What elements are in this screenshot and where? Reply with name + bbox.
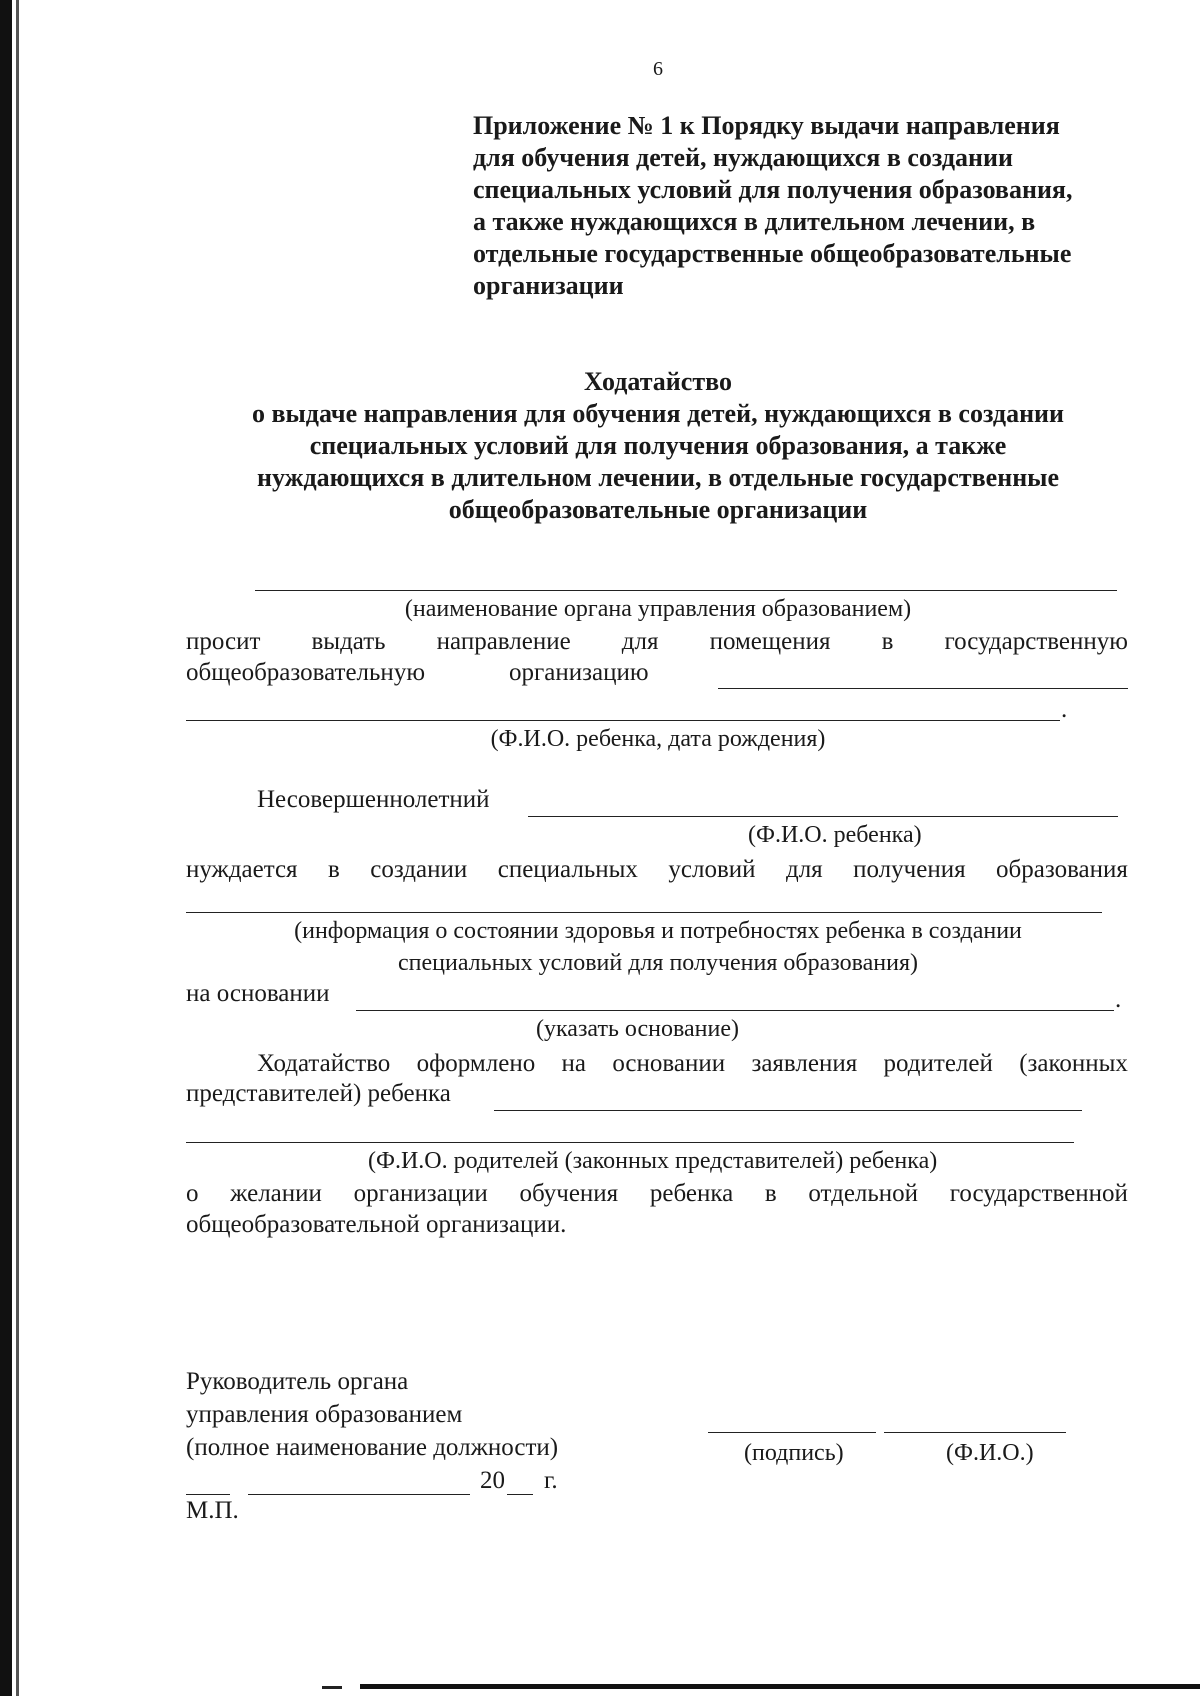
scan-bottom-edge — [360, 1684, 1200, 1689]
wish-line-2: общеобразовательной организации. — [186, 1211, 567, 1238]
appendix-line-4: а также нуждающихся в длительном лечении, в — [473, 207, 1036, 236]
document-title: Ходатайство — [584, 367, 732, 396]
authority-name-line[interactable] — [255, 590, 1117, 591]
caption-name: (Ф.И.О.) — [946, 1440, 1034, 1466]
date-day-line[interactable] — [186, 1494, 230, 1495]
request-line-2-word-2: организацию — [509, 659, 649, 686]
appendix-line-5: отдельные государственные общеобразовательные — [473, 239, 1072, 268]
caption-child: (Ф.И.О. ребенка) — [748, 822, 922, 848]
head-title-line-2: управления образованием — [186, 1401, 463, 1428]
basis-period: . — [1115, 986, 1122, 1013]
basis-line[interactable] — [356, 1010, 1114, 1011]
caption-basis: (указать основание) — [536, 1016, 739, 1042]
title-line-2: специальных условий для получения образования, а также — [309, 431, 1007, 460]
needs-line: нуждается в создании специальных условий для получения образования — [186, 856, 1128, 883]
petition-line-2: представителей) ребенка — [186, 1080, 451, 1107]
organization-line[interactable] — [718, 688, 1128, 689]
minor-name-line[interactable] — [528, 816, 1118, 817]
appendix-line-1: Приложение № 1 к Порядку выдачи направления — [473, 111, 1060, 140]
title-line-1: о выдаче направления для обучения детей, нуждающихся в создании — [251, 399, 1065, 428]
caption-signature: (подпись) — [744, 1440, 844, 1466]
head-title-line-3: (полное наименование должности) — [186, 1434, 559, 1461]
caption-health-1: (информация о состоянии здоровья и потребностях ребенка в создании — [294, 918, 1022, 944]
head-title-line-1: Руководитель органа — [186, 1368, 409, 1395]
basis-label: на основании — [186, 980, 330, 1007]
date-year-suffix: г. — [544, 1467, 558, 1494]
request-line: просит выдать направление для помещения в государственную — [186, 628, 1128, 655]
caption-authority: (наименование органа управления образованием) — [404, 596, 912, 622]
scan-bottom-dash — [322, 1686, 342, 1689]
appendix-line-6: организации — [473, 271, 624, 300]
wish-line-1: о желании организации обучения ребенка в отдельной государственной — [186, 1180, 1128, 1207]
health-info-line[interactable] — [186, 912, 1102, 913]
parents-name-line-1[interactable] — [494, 1110, 1082, 1111]
title-line-3: нуждающихся в длительном лечении, в отдельные государственные — [256, 463, 1060, 492]
petition-line-1: Ходатайство оформлено на основании заявления родителей (законных — [257, 1050, 1128, 1077]
caption-health-2: специальных условий для получения образования) — [397, 950, 918, 976]
request-line-2-word-1: общеобразовательную — [186, 659, 425, 686]
page-number: 6 — [653, 58, 663, 80]
signature-line[interactable] — [708, 1432, 876, 1433]
appendix-line-3: специальных условий для получения образования, — [473, 175, 1073, 204]
child-dob-line[interactable] — [186, 720, 1060, 721]
caption-child-dob: (Ф.И.О. ребенка, дата рождения) — [490, 726, 826, 752]
child-dob-period: . — [1061, 696, 1068, 723]
name-line[interactable] — [884, 1432, 1066, 1433]
caption-parents: (Ф.И.О. родителей (законных представителей) ребенка) — [368, 1148, 938, 1174]
minor-label: Несовершеннолетний — [257, 786, 490, 813]
date-year-line[interactable] — [507, 1494, 533, 1495]
scan-left-edge — [0, 0, 12, 1696]
appendix-line-2: для обучения детей, нуждающихся в создании — [473, 143, 1013, 172]
date-year-prefix: 20 — [480, 1467, 505, 1494]
stamp-label: М.П. — [186, 1497, 239, 1524]
date-month-line[interactable] — [248, 1494, 470, 1495]
parents-name-line-2[interactable] — [186, 1142, 1074, 1143]
title-line-4: общеобразовательные организации — [448, 495, 868, 524]
scan-left-edge-thin — [16, 0, 19, 1696]
